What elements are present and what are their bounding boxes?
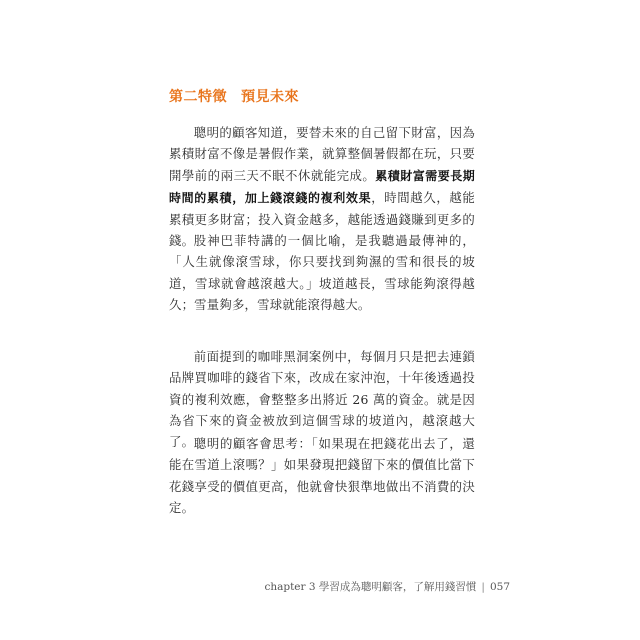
- paragraph-4: [169, 433, 475, 518]
- paragraph-1-text-c: ，時間越久，越能累積更多財富；投入資金越多，越能透過錢賺到更多的錢。: [169, 189, 475, 249]
- running-footer: [264, 579, 510, 594]
- paragraph-3-text: 前面提到的咖啡黑洞案例中，每個月只是把去連鎖品牌買咖啡的錢省下來，改成在家沖泡，十年後透過投資的複利效應，會整整多出將近 26 萬的資金。就是因為省下來的資金被放到這個雪球的坡道內，越滾越大了。: [169, 349, 475, 450]
- footer-chapter: chapter 3: [264, 581, 316, 593]
- page-number: 057: [489, 581, 510, 593]
- section-heading: [169, 86, 299, 106]
- paragraph-4-text: 聰明的顧客會思考：「如果現在把錢花出去了，還能在雪道上滾嗎？」如果發現把錢留下來的價值比當下花錢享受的價值更高，他就會快狠準地做出不消費的決定。: [169, 436, 475, 515]
- paragraph-2-text: 股神巴菲特講的一個比喻，是我聽過最傳神的，「人生就像滾雪球，你只要找到夠濕的雪和很長的坡道，雪球就會越滾越大。」坡道越長，雪球能夠滾得越久；雪量夠多，雪球就能滾得越大。: [169, 233, 475, 312]
- section-heading-label: 第二特徵: [169, 89, 227, 105]
- section-heading-title: 預見未來: [241, 89, 299, 105]
- footer-chapter-title: 學習成為聰明顧客，了解用錢習慣: [318, 581, 477, 593]
- paragraph-1-text-a: 聰明的顧客知道，要替未來的自己留下財富，因為累積財富不像是暑假作業，就算整個暑假都在玩，只要開學前的兩三天不眠不休就能完成。: [169, 125, 475, 183]
- footer-separator: |: [481, 581, 485, 593]
- paragraph-1-bold-text: 累積財富需要長期時間的累積，加上錢滾錢的複利效果: [169, 168, 475, 205]
- paragraph-2: [169, 230, 475, 315]
